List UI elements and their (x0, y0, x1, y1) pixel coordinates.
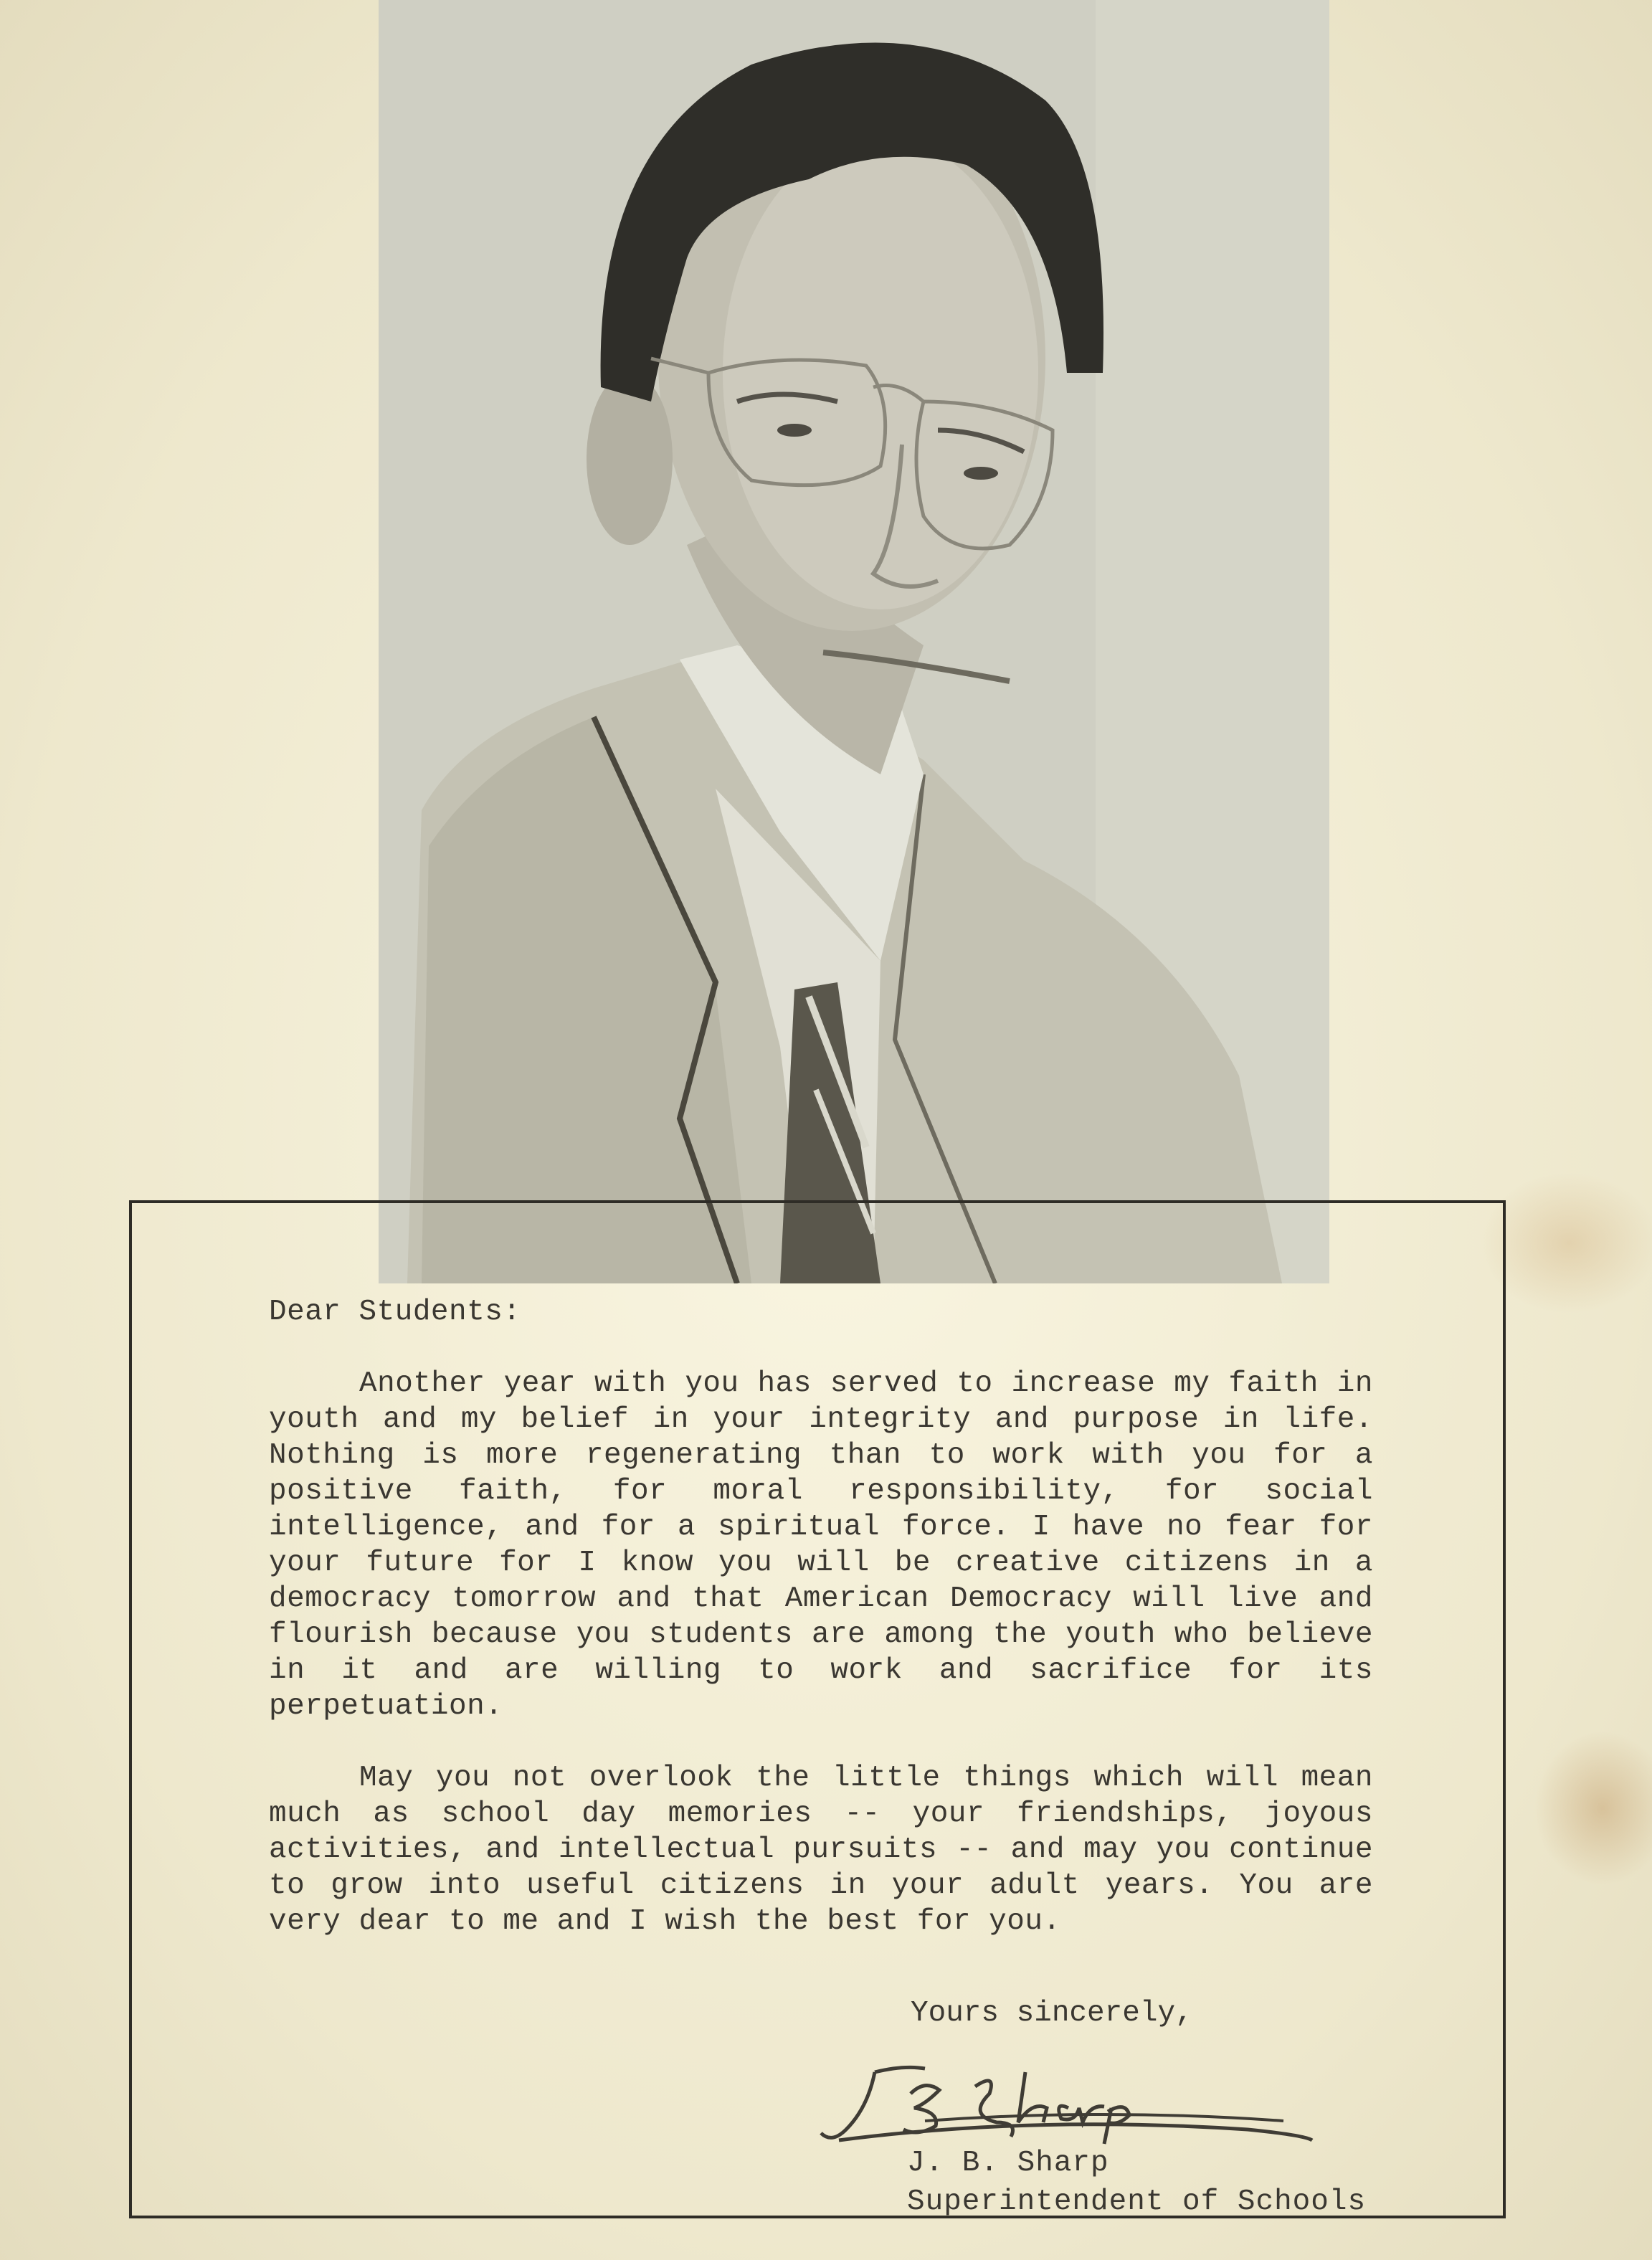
portrait-icon (379, 0, 1329, 1283)
letter-salutation: Dear Students: (269, 1296, 521, 1329)
signature (817, 2051, 1319, 2151)
signer-name: J. B. Sharp (907, 2147, 1109, 2180)
letter-paragraph-1: Another year with you has served to increase my faith in youth and my belief in your integrity and purpose in life. Nothing is more regenerating than to work with you for a positive faith, for moral responsibility, for social intelligence, and for a spiritual force. I have no fear for your future for I know you will be creative citizens in a democracy tomorrow and that American Democracy will live and flourish because you students are among the youth who believe in it and are willing to work and sacrifice for its perpetuation. (269, 1367, 1373, 1723)
signer-block (907, 2144, 1366, 2221)
letter-paragraph-2: May you not overlook the little things which will mean much as school day memories -- your friendships, joyous activities, and intellectual pursuits -- and may you continue to grow into useful citizens in your adult years. You are very dear to me and I wish the best for you. (269, 1762, 1373, 1938)
portrait-photo (379, 0, 1329, 1283)
letter-closing: Yours sincerely, (911, 1997, 1193, 2030)
letter-body (269, 1294, 1373, 1975)
signer-title: Superintendent of Schools (907, 2185, 1367, 2218)
